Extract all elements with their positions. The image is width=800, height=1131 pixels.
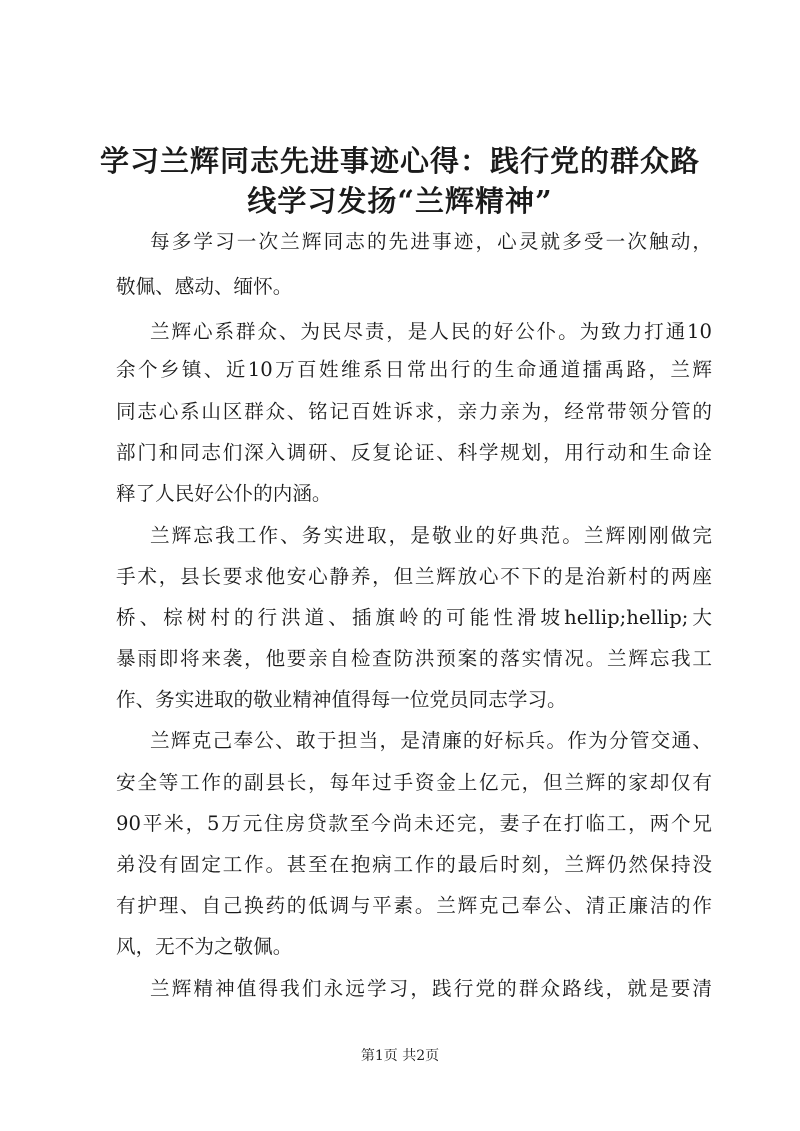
- body-line: 90平米，5万元住房贷款至今尚未还完，妻子在打临工，两个兄: [116, 812, 712, 835]
- body-line: 安全等工作的副县长，每年过手资金上亿元，但兰辉的家却仅有: [116, 771, 712, 794]
- body-line: 敬佩、感动、缅怀。: [116, 275, 293, 298]
- body-line: 暴雨即将来袭，他要亲自检查防洪预案的落实情况。兰辉忘我工: [116, 647, 712, 670]
- body-line: 兰辉心系群众、为民尽责，是人民的好公仆。为致力打通10: [150, 320, 712, 343]
- body-line: 部门和同志们深入调研、反复论证、科学规划，用行动和生命诠: [116, 441, 712, 464]
- body-line: 每多学习一次兰辉同志的先进事迹，心灵就多受一次触动，: [150, 230, 712, 253]
- body-line: 兰辉精神值得我们永远学习，践行党的群众路线，就是要清: [150, 977, 712, 1000]
- body-line: 兰辉克己奉公、敢于担当，是清廉的好标兵。作为分管交通、: [150, 729, 712, 752]
- body-line: 弟没有固定工作。甚至在抱病工作的最后时刻，兰辉仍然保持没: [116, 853, 712, 876]
- body-line: 有护理、自己换药的低调与平素。兰辉克己奉公、清正廉洁的作: [116, 894, 712, 917]
- document-title-line-2: 线学习发扬“兰辉精神”: [247, 184, 553, 218]
- body-line: 作、务实进取的敬业精神值得每一位党员同志学习。: [116, 688, 567, 711]
- document-title-line-1: 学习兰辉同志先进事迹心得：践行党的群众路: [99, 144, 700, 178]
- page-number-footer: 第1页 共2页: [360, 1048, 440, 1064]
- body-line: 手术，县长要求他安心静养，但兰辉放心不下的是治新村的两座: [116, 565, 712, 588]
- body-line: 风，无不为之敬佩。: [116, 935, 293, 958]
- body-line: 兰辉忘我工作、务实进取，是敬业的好典范。兰辉刚刚做完: [150, 524, 712, 547]
- body-line: 释了人民好公仆的内涵。: [116, 482, 332, 505]
- body-line: 桥、棕树村的行洪道、插旗岭的可能性滑坡hellip;hellip;大: [116, 606, 712, 629]
- body-line: 余个乡镇、近10万百姓维系日常出行的生命通道擂禹路，兰辉: [116, 358, 712, 381]
- body-line: 同志心系山区群众、铭记百姓诉求，亲力亲为，经常带领分管的: [116, 400, 712, 423]
